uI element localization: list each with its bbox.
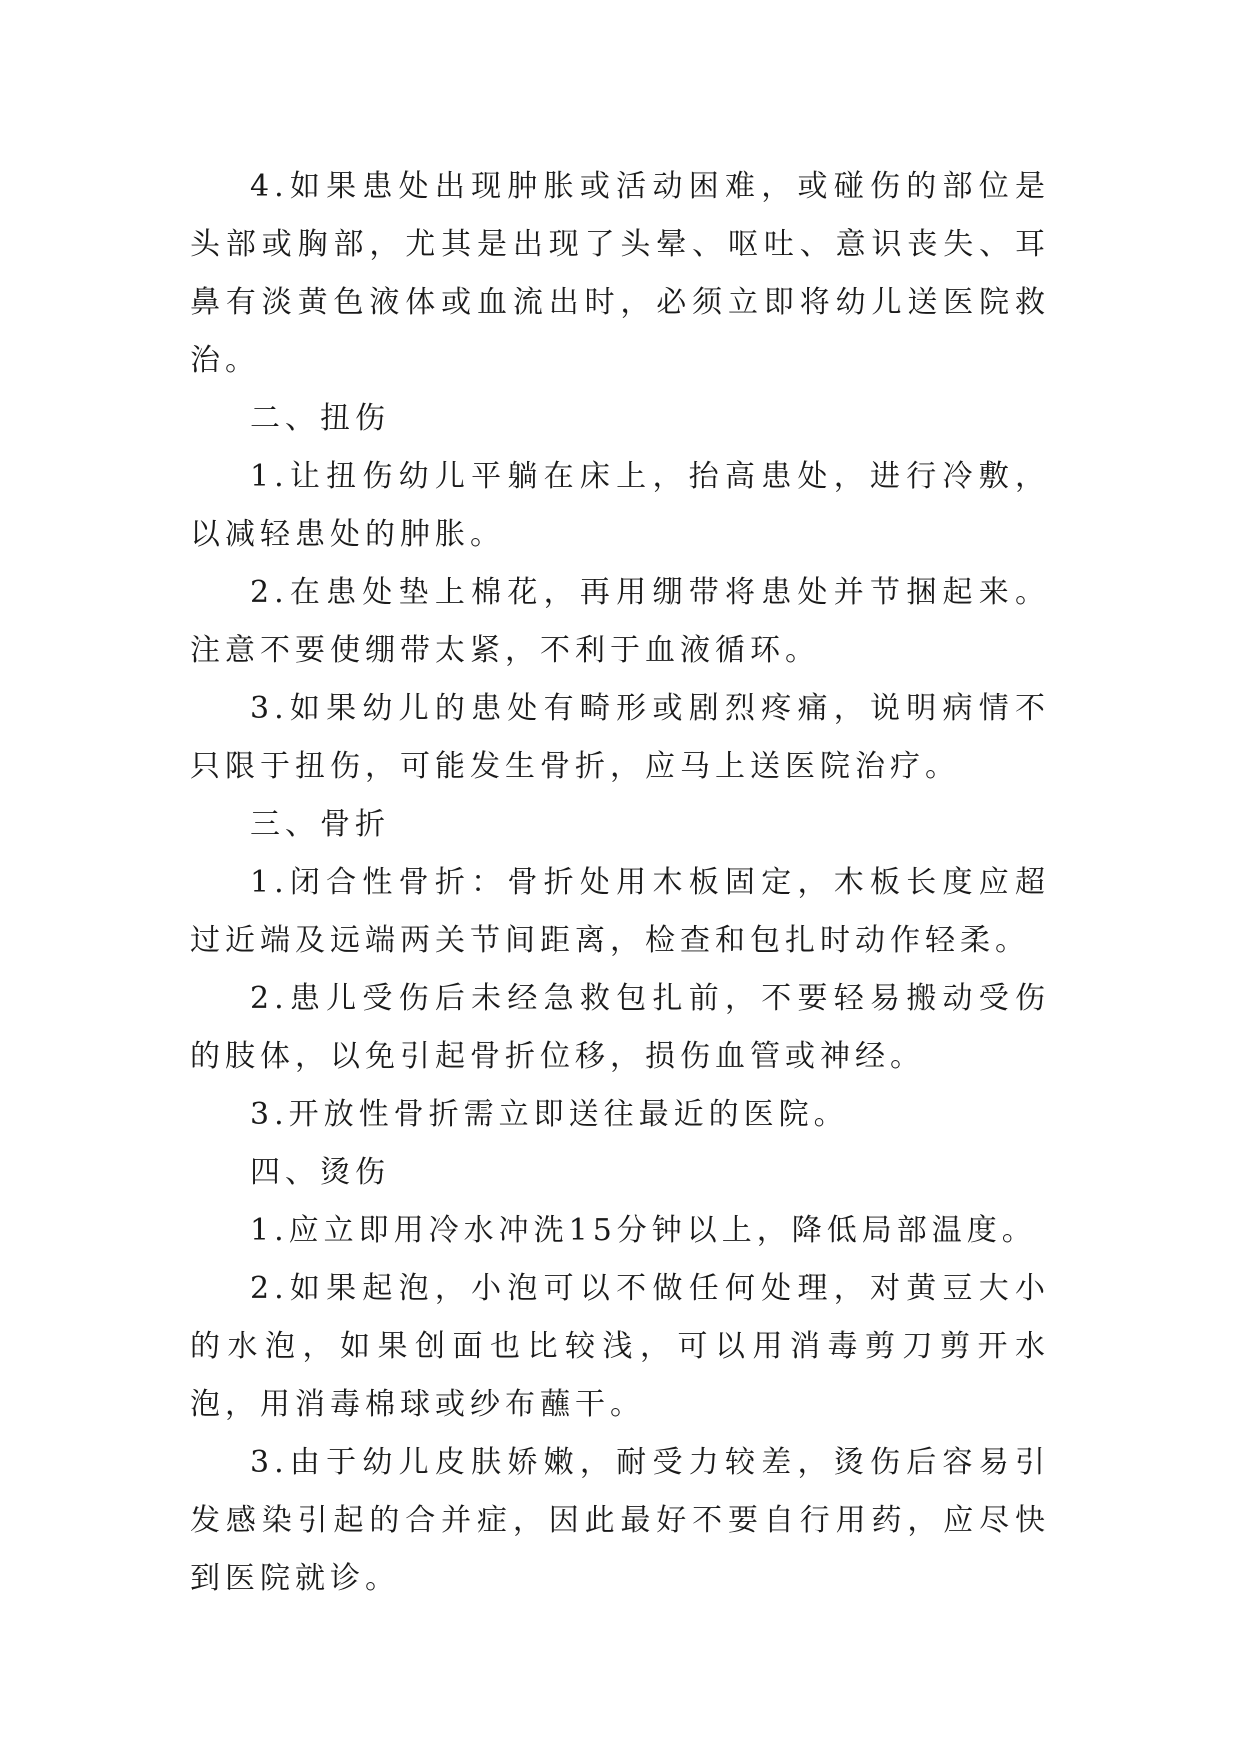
paragraph-fracture-item-3: 3.开放性骨折需立即送往最近的医院。	[250, 1097, 849, 1132]
document-body	[190, 158, 1050, 1608]
paragraph-fracture-item-2: 2.患儿受伤后未经急救包扎前，不要轻易搬动受伤的肢体，以免引起骨折位移，损伤血管或神经。	[190, 981, 1050, 1074]
paragraph-sprain-item-3: 3.如果幼儿的患处有畸形或剧烈疼痛，说明病情不只限于扭伤，可能发生骨折，应马上送医院治疗。	[190, 691, 1050, 784]
paragraph-sprain-item-2: 2.在患处垫上棉花，再用绷带将患处并节捆起来。注意不要使绷带太紧，不利于血液循环。	[190, 575, 1050, 668]
paragraph-burn-item-1: 1.应立即用冷水冲洗15分钟以上，降低局部温度。	[250, 1213, 1037, 1248]
paragraph-sprain-item-1: 1.让扭伤幼儿平躺在床上，抬高患处，进行冷敷，以减轻患处的肿胀。	[190, 459, 1050, 552]
paragraph-fracture-item-1: 1.闭合性骨折：骨折处用木板固定，木板长度应超过近端及远端两关节间距离，检查和包扎时动作轻柔。	[190, 865, 1050, 958]
section-heading-sprain: 二、扭伤	[250, 401, 390, 436]
paragraph-head-injury-item-4: 4.如果患处出现肿胀或活动困难，或碰伤的部位是头部或胸部，尤其是出现了头晕、呕吐、意识丧失、耳鼻有淡黄色液体或血流出时，必须立即将幼儿送医院救治。	[190, 169, 1050, 378]
section-heading-burn: 四、烫伤	[250, 1155, 390, 1190]
section-heading-fracture: 三、骨折	[250, 807, 390, 842]
paragraph-burn-item-2: 2.如果起泡，小泡可以不做任何处理，对黄豆大小的水泡，如果创面也比较浅，可以用消毒剪刀剪开水泡，用消毒棉球或纱布蘸干。	[190, 1271, 1050, 1422]
paragraph-burn-item-3: 3.由于幼儿皮肤娇嫩，耐受力较差，烫伤后容易引发感染引起的合并症，因此最好不要自行用药，应尽快到医院就诊。	[190, 1445, 1050, 1596]
